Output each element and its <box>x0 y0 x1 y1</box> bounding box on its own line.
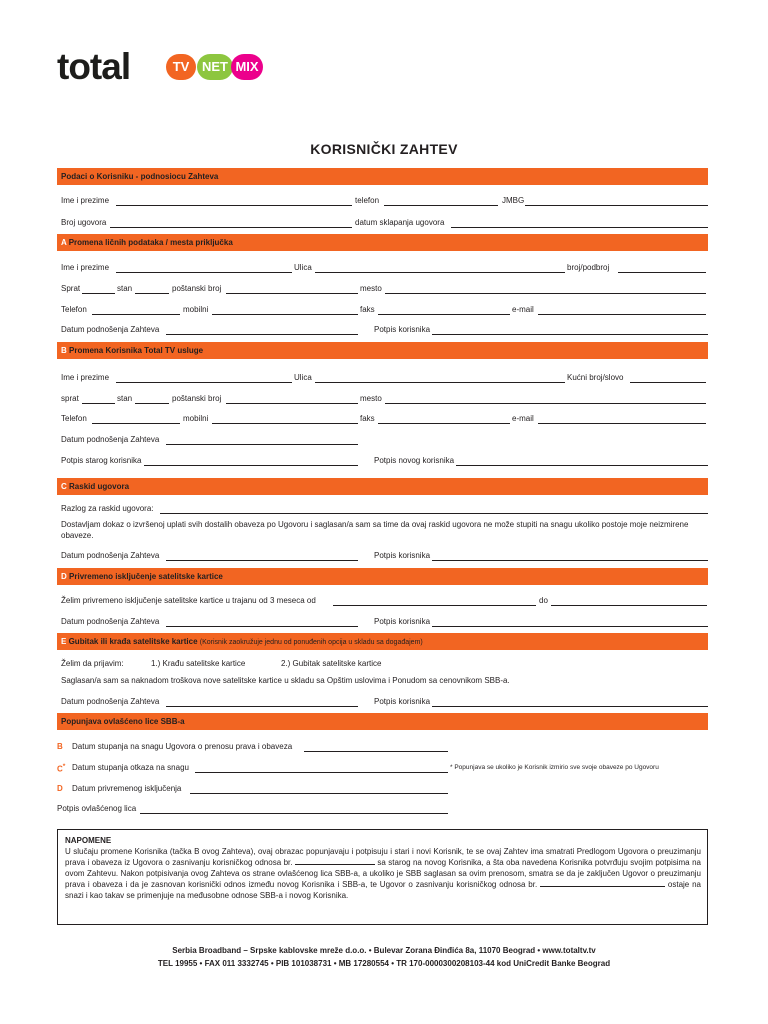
net-badge: NET <box>197 54 233 80</box>
field-datum[interactable] <box>166 626 358 627</box>
label-datum-otkaz: Datum stupanja otkaza na snagu <box>72 763 189 772</box>
label-stan: stan <box>117 284 133 293</box>
label-postanski: poštanski broj <box>172 284 222 293</box>
label-datum-prenos: Datum stupanja na snagu Ugovora o prenosu prava i obaveza <box>72 742 293 751</box>
napomene-text: U slučaju promene Korisnika (tačka B ovog Zahteva), ovaj obrazac popunjavaju i potpisuju i stari i novi Korisnik, te se ovaj Zahtev ima smatrati Predlogom Ugovora o preuzimanju prava i obaveza iz Ugovora o zasnivanju korisničkog odnosa br. sa starog na novog Korisnika, a šta oba navedena Korisnika potvrđuju svojim potpisima na ovom Zahtevu. Nakon potpisivanja ovog Zahteva os strane ovlašćenog lica SBB-a, a ukoliko je SBB saglasan sa ovim prenosom, smatra se da je zaključen Ugovor o preuzimanju prava i obaveza i da je zasnovan korisnički odnos između novog Korisnika i SBB-a, te Ugovor o zasnivanju korisničkog odnosa br. ostaje na snazi i kao takav se primenjuje na međusobne odnose SBB-a i novog Korisnika. <box>65 847 701 900</box>
footnote-c: * Popunjava se ukoliko je Korisnik izmirio sve svoje obaveze po Ugovoru <box>450 764 659 771</box>
label-ime: Ime i prezime <box>61 373 110 382</box>
field-postanski[interactable] <box>226 293 358 294</box>
field-potpis[interactable] <box>432 626 708 627</box>
field-datum[interactable] <box>166 560 358 561</box>
label-mesto: mesto <box>360 394 382 403</box>
field-mobilni[interactable] <box>212 314 358 315</box>
label-datum: Datum podnošenja Zahteva <box>61 435 160 444</box>
label-email: e-mail <box>512 414 534 423</box>
label-razlog: Razlog za raskid ugovora: <box>61 504 154 513</box>
label-potpis-ovlascenog: Potpis ovlašćenog lica <box>57 804 137 813</box>
field-potpis-ovlascenog[interactable] <box>140 813 448 814</box>
field-do[interactable] <box>551 605 707 606</box>
field-postanski[interactable] <box>226 403 358 404</box>
label-potpis: Potpis korisnika <box>374 551 431 560</box>
field-datum[interactable] <box>166 706 358 707</box>
field-broj[interactable] <box>618 272 706 273</box>
label-datum: Datum podnošenja Zahteva <box>61 697 160 706</box>
label-iskljucenje: Želim privremeno isključenje satelitske kartice u trajanu od 3 meseca od <box>61 596 316 605</box>
label-d: D <box>57 784 63 793</box>
label-telefon: telefon <box>355 196 380 205</box>
field-ulica[interactable] <box>315 272 565 273</box>
field-datum-sklapanja[interactable] <box>451 227 708 228</box>
field-datum-iskljucenja[interactable] <box>190 793 448 794</box>
label-email: e-mail <box>512 305 534 314</box>
field-ime[interactable] <box>116 205 352 206</box>
total-logo: total <box>57 46 131 87</box>
field-ime[interactable] <box>116 272 292 273</box>
field-mesto[interactable] <box>385 403 706 404</box>
field-kucni-broj[interactable] <box>630 382 706 383</box>
label-potpis: Potpis korisnika <box>374 325 431 334</box>
section-header-podaci: Podaci o Korisniku - podnosiocu Zahteva <box>57 168 708 185</box>
field-sprat[interactable] <box>82 403 115 404</box>
field-telefon[interactable] <box>92 314 180 315</box>
field-potpis-novog[interactable] <box>456 465 708 466</box>
label-potpis: Potpis korisnika <box>374 697 431 706</box>
field-sprat[interactable] <box>82 293 115 294</box>
field-potpis[interactable] <box>432 560 708 561</box>
label-telefon: Telefon <box>61 305 87 314</box>
label-broj: broj/podbroj <box>567 263 610 272</box>
section-header-d: D Privremeno isključenje satelitske kartice <box>57 568 708 585</box>
label-stan: stan <box>117 394 133 403</box>
field-faks[interactable] <box>378 423 510 424</box>
field-datum[interactable] <box>166 444 358 445</box>
label-datum: Datum podnošenja Zahteva <box>61 617 160 626</box>
label-zelim: Želim da prijavim: <box>61 659 124 668</box>
tv-badge: TV <box>166 54 196 80</box>
label-jmbg: JMBG <box>502 196 525 205</box>
section-header-e: E Gubitak ili krađa satelitske kartice (Korisnik zaokružuje jednu od ponuđenih opcija u skladu sa događajem) <box>57 633 708 650</box>
field-stan[interactable] <box>135 403 169 404</box>
label-ulica: Ulica <box>294 263 312 272</box>
label-c: C* <box>57 763 66 774</box>
field-potpis-starog[interactable] <box>144 465 358 466</box>
napomene-title: NAPOMENE <box>65 836 112 845</box>
field-od[interactable] <box>333 605 536 606</box>
label-sprat: Sprat <box>61 284 81 293</box>
section-header-a: A Promena ličnih podataka / mesta priključka <box>57 234 708 251</box>
saglasan-text: Saglasan/a sam sa naknadom troškova nove satelitske kartice u skladu sa Opštim uslovima i Ponudom sa cenovnikom SBB-a. <box>61 676 510 685</box>
label-potpis-novog: Potpis novog korisnika <box>374 456 455 465</box>
footer-address: Serbia Broadband – Srpske kablovske mreže d.o.o. • Bulevar Zorana Đinđića 8a, 11070 Beograd • www.totaltv.tv <box>172 946 596 955</box>
section-header-sbb: Popunjava ovlašćeno lice SBB-a <box>57 713 708 730</box>
field-broj-ugovora[interactable] <box>110 227 352 228</box>
label-sprat: sprat <box>61 394 79 403</box>
label-datum: Datum podnošenja Zahteva <box>61 325 160 334</box>
field-email[interactable] <box>538 314 706 315</box>
label-telefon: Telefon <box>61 414 87 423</box>
mix-badge: MIX <box>231 54 263 80</box>
label-ime: Ime i prezime <box>61 263 110 272</box>
field-ime[interactable] <box>116 382 292 383</box>
label-b: B <box>57 742 63 751</box>
section-header-b: B Promena Korisnika Total TV usluge <box>57 342 708 359</box>
section-header-c: C Raskid ugovora <box>57 478 708 495</box>
field-faks[interactable] <box>378 314 510 315</box>
field-telefon[interactable] <box>384 205 498 206</box>
label-potpis: Potpis korisnika <box>374 617 431 626</box>
page-title: KORISNIČKI ZAHTEV <box>310 141 458 157</box>
field-jmbg[interactable] <box>525 205 708 206</box>
label-datum: Datum podnošenja Zahteva <box>61 551 160 560</box>
label-broj-ugovora: Broj ugovora <box>61 218 107 227</box>
label-mobilni: mobilni <box>183 305 209 314</box>
label-postanski: poštanski broj <box>172 394 222 403</box>
label-datum-iskljucenja: Datum privremenog isključenja <box>72 784 182 793</box>
label-ime: Ime i prezime <box>61 196 110 205</box>
field-ulica[interactable] <box>315 382 565 383</box>
label-kucni-broj: Kućni broj/slovo <box>567 373 624 382</box>
raskid-text: Dostavljam dokaz o izvršenoj uplati svih dostalih obaveza po Ugovoru i saglasan/a sam sa time da ovaj raskid ugovora ne može stupiti na snagu ukoliko postoje moje neizmirene obaveze. <box>61 520 689 540</box>
label-faks: faks <box>360 414 375 423</box>
label-mobilni: mobilni <box>183 414 209 423</box>
label-faks: faks <box>360 305 375 314</box>
field-potpis[interactable] <box>432 706 708 707</box>
label-mesto: mesto <box>360 284 382 293</box>
field-potpis[interactable] <box>432 334 708 335</box>
label-datum-sklapanja: datum sklapanja ugovora <box>355 218 445 227</box>
field-stan[interactable] <box>135 293 169 294</box>
field-mesto[interactable] <box>385 293 706 294</box>
footer-contacts: TEL 19955 • FAX 011 3332745 • PIB 101038731 • MB 17280554 • TR 170-0000300208103-44 kod UniCredit Banke Beograd <box>157 959 611 968</box>
label-do: do <box>539 596 548 605</box>
option-gubitak[interactable]: 2.) Gubitak satelitske kartice <box>281 659 382 668</box>
option-kradja[interactable]: 1.) Krađu satelitske kartice <box>151 659 246 668</box>
field-razlog[interactable] <box>160 513 708 514</box>
field-datum-otkaz[interactable] <box>195 772 448 773</box>
field-telefon[interactable] <box>92 423 180 424</box>
label-potpis-starog: Potpis starog korisnika <box>61 456 142 465</box>
field-datum-prenos[interactable] <box>304 751 448 752</box>
field-mobilni[interactable] <box>212 423 358 424</box>
field-email[interactable] <box>538 423 706 424</box>
field-datum[interactable] <box>166 334 358 335</box>
label-ulica: Ulica <box>294 373 312 382</box>
